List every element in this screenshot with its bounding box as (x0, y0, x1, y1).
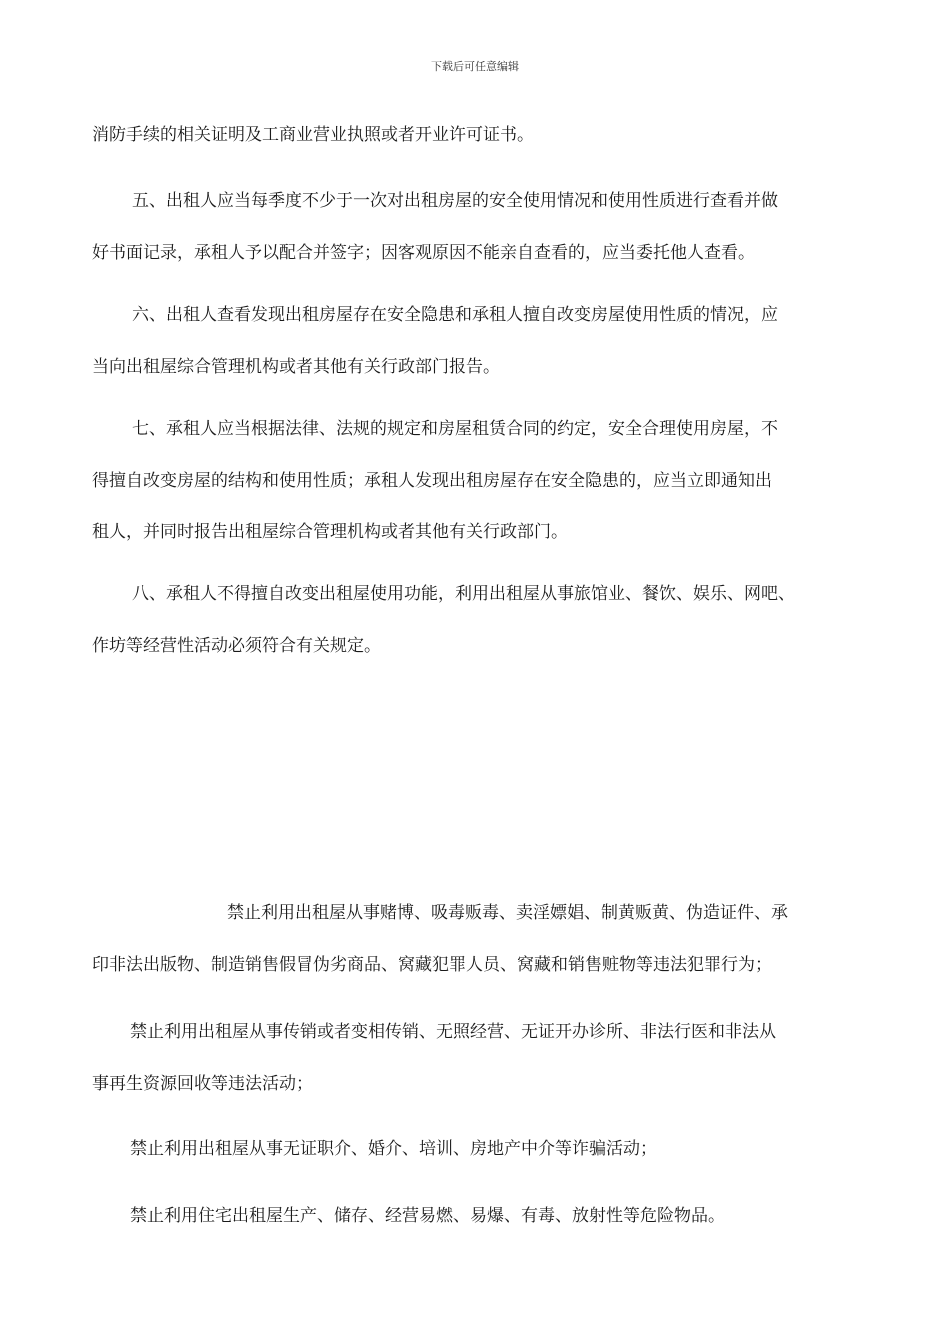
text-line: 禁止利用出租屋从事无证职介、婚介、培训、房地产中介等诈骗活动； (130, 1139, 657, 1159)
page-header: 下载后可任意编辑 (431, 60, 519, 73)
text-line: 作坊等经营性活动必须符合有关规定。 (92, 636, 381, 656)
text-line: 印非法出版物、制造销售假冒伪劣商品、窝藏犯罪人员、窝藏和销售赃物等违法犯罪行为； (92, 955, 772, 975)
text-line: 禁止利用住宅出租屋生产、储存、经营易燃、易爆、有毒、放射性等危险物品。 (130, 1206, 725, 1226)
text-line: 六、出租人查看发现出租房屋存在安全隐患和承租人擅自改变房屋使用性质的情况，应 (132, 305, 778, 325)
text-line: 事再生资源回收等违法活动； (92, 1074, 313, 1094)
text-line: 五、出租人应当每季度不少于一次对出租房屋的安全使用情况和使用性质进行查看并做 (132, 191, 778, 211)
text-line: 消防手续的相关证明及工商业营业执照或者开业许可证书。 (92, 125, 534, 145)
text-line: 好书面记录，承租人予以配合并签字；因客观原因不能亲自查看的，应当委托他人查看。 (92, 243, 755, 263)
text-line: 当向出租屋综合管理机构或者其他有关行政部门报告。 (92, 357, 500, 377)
text-line: 七、承租人应当根据法律、法规的规定和房屋租赁合同的约定，安全合理使用房屋，不 (132, 419, 778, 439)
text-line: 得擅自改变房屋的结构和使用性质；承租人发现出租房屋存在安全隐患的，应当立即通知出 (92, 471, 772, 491)
text-line: 八、承租人不得擅自改变出租屋使用功能，利用出租屋从事旅馆业、餐饮、娱乐、网吧、 (132, 584, 795, 604)
text-line: 租人，并同时报告出租屋综合管理机构或者其他有关行政部门。 (92, 522, 568, 542)
text-line: 禁止利用出租屋从事赌博、吸毒贩毒、卖淫嫖娼、制黄贩黄、伪造证件、承 (227, 903, 788, 923)
text-line: 禁止利用出租屋从事传销或者变相传销、无照经营、无证开办诊所、非法行医和非法从 (130, 1022, 776, 1042)
